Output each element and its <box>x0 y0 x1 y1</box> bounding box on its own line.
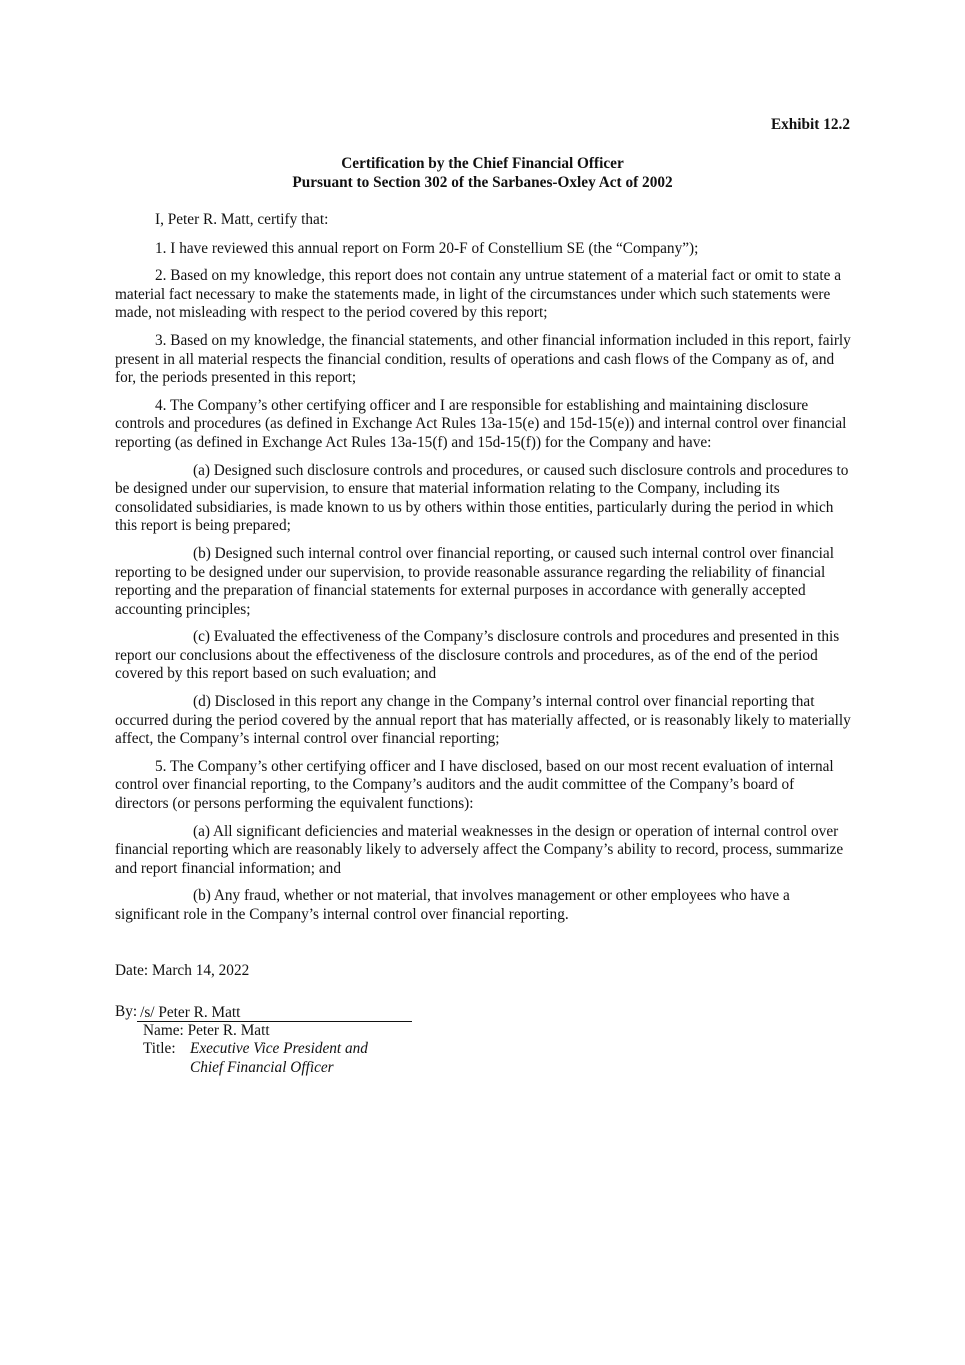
intro-paragraph: I, Peter R. Matt, certify that: <box>155 211 329 228</box>
signer-title-row <box>143 1040 615 1077</box>
paragraph-4b: (b) Designed such internal control over financial reporting, or caused such internal control over financial reporting to be designed under our supervision, to provide reasonable assurance regarding the reliability of financial reporting and the preparation of financial statements for external purposes in accordance with generally accepted accounting principles; <box>115 544 834 618</box>
paragraph-1: 1. I have reviewed this annual report on Form 20-F of Constellium SE (the “Company”); <box>155 239 699 257</box>
paragraph-5b: (b) Any fraud, whether or not material, that involves management or other employees who have a significant role in the Company’s internal control over financial reporting. <box>115 887 790 923</box>
signer-name: Name: Peter R. Matt <box>143 1021 270 1039</box>
paragraph-4c: (c) Evaluated the effectiveness of the Company’s disclosure controls and procedures and presented in this report our conclusions about the effectiveness of the disclosure controls and procedures, as of the end of the period covered by this report based on such evaluation; and <box>115 628 840 683</box>
signer-title-line-2: Chief Financial Officer <box>190 1058 334 1076</box>
paragraph-4d: (d) Disclosed in this report any change in the Company’s internal control over financial reporting that occurred during the period covered by the annual report that has materially affected, or is reasonably likely to materially affect, the Company’s internal control over financial reporting; <box>115 693 851 748</box>
paragraph-5a: (a) All significant deficiencies and material weaknesses in the design or operation of internal control over financial reporting which are reasonably likely to adversely affect the Company’s ability to record, process, summarize and report financial information; and <box>115 822 844 877</box>
exhibit-label: Exhibit 12.2 <box>770 116 850 133</box>
title-line-2: Pursuant to Section 302 of the Sarbanes-Oxley Act of 2002 <box>292 173 673 191</box>
paragraph-5: 5. The Company’s other certifying officer and I have disclosed, based on our most recent evaluation of internal control over financial reporting, to the Company’s auditors and the audit committee of the Company’s board of directors (or persons performing the equivalent functions): <box>115 757 834 813</box>
signed-by-row <box>115 1003 615 1022</box>
document-title <box>0 155 965 192</box>
by-label: By: <box>115 1003 138 1020</box>
paragraph-3: 3. Based on my knowledge, the financial statements, and other financial information included in this report, fairly present in all material respects the financial condition, results of operations and cash flows of the Company as of, and for, the periods presented in this report; <box>115 331 851 387</box>
signature-line: /s/ Peter R. Matt <box>137 1004 412 1022</box>
title-label: Title: <box>143 1040 176 1058</box>
paragraph-4: 4. The Company’s other certifying officer and I are responsible for establishing and maintaining disclosure controls and procedures (as defined in Exchange Act Rules 13a-15(e) and 15d-15(e)) and internal control over financial reporting (as defined in Exchange Act Rules 13a-15(f) and 15d-15(f)) for the Company and have: <box>115 396 847 451</box>
paragraph-2: 2. Based on my knowledge, this report does not contain any untrue statement of a material fact or omit to state a material fact necessary to make the statements made, in light of the circumstances under which such statements were made, not misleading with respect to the period covered by this report; <box>115 267 842 322</box>
certification-body <box>115 211 851 934</box>
signer-title <box>190 1040 368 1077</box>
signature-date: Date: March 14, 2022 <box>115 962 250 979</box>
title-line-1: Certification by the Chief Financial Officer <box>341 155 624 172</box>
paragraph-4a: (a) Designed such disclosure controls and procedures, or caused such disclosure controls and procedures to be designed under our supervision, to ensure that material information relating to the Company, including its consolidated subsidiaries, is made known to us by others within those entities, particularly during the period in which this report is being prepared; <box>115 461 849 535</box>
signature-block <box>115 1003 615 1077</box>
signer-title-line-1: Executive Vice President and <box>190 1040 368 1058</box>
